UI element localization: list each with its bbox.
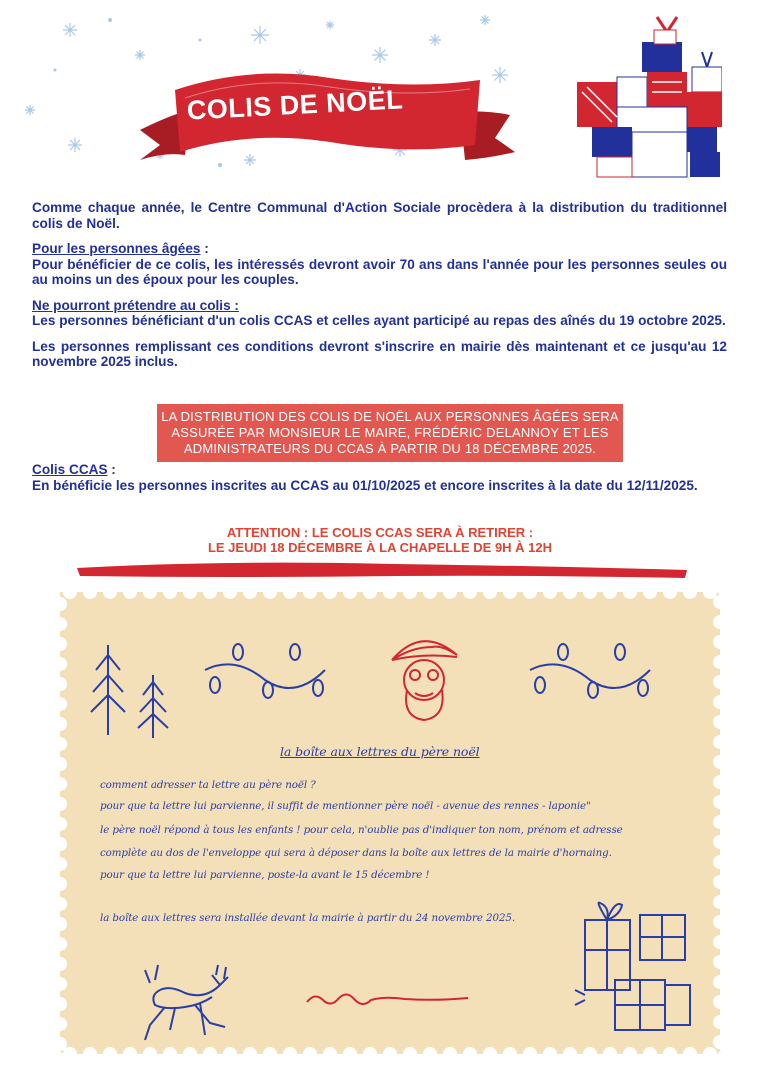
letterbox-line-4: complète au dos de l'enveloppe qui sera à déposer dans la boîte aux lettres de la mairie d'hornaing. [100,847,612,859]
ccas-heading: Colis CCAS [32,462,108,477]
ccas-section [32,462,727,493]
exclusion-section [32,298,727,329]
distribution-notice [157,404,623,462]
reindeer-icon [140,955,235,1045]
seniors-heading-suffix: : [200,241,209,256]
intro-paragraph: Comme chaque année, le Centre Communal d'Action Sociale procèdera à la distribution du traditionnel colis de Noël. [32,200,727,231]
exclusion-text: Les personnes bénéficiant d'un colis CCAS et celles ayant participé au repas des aînés du 19 octobre 2025. [32,313,726,328]
attention-line-2: LE JEUDI 18 DÉCEMBRE À LA CHAPELLE DE 9H À 12H [207,540,553,555]
gift-boxes-icon [570,895,695,1035]
main-text [32,200,727,380]
seniors-text: Pour bénéficier de ce colis, les intéressés devront avoir 70 ans dans l'année pour les personnes seules ou au moins un des époux pour les couples. [32,256,727,287]
letterbox-line-6: la boîte aux lettres sera installée devant la mairie à partir du 24 novembre 2025. [100,912,516,924]
santa-face-icon [382,625,467,725]
exclusion-heading: Ne pourront prétendre au colis : [32,297,239,313]
string-lights-icon [200,630,330,700]
red-brush-divider [75,556,690,586]
ccas-heading-suffix: : [107,462,116,477]
registration-paragraph: Les personnes remplissant ces conditions devront s'inscrire en mairie dès maintenant et ce jusqu'au 12 novembre 2025 inclus. [32,338,727,369]
pine-trees-icon [88,640,173,740]
attention-notice [130,525,630,555]
string-lights-icon-right [525,630,655,700]
letterbox-line-3: le père noël répond à tous les enfants ! pour cela, n'oublie pas d'indiquer ton nom, prénom et adresse [100,824,623,836]
notice-line-3: ADMINISTRATEURS DU CCAS À PARTIR DU 18 DÉCEMBRE 2025. [183,441,597,456]
attention-line-1: ATTENTION : LE COLIS CCAS SERA À RETIRER : [226,525,534,540]
letterbox-title: la boîte aux lettres du père noël [280,744,480,759]
seniors-section [32,241,727,288]
notice-line-2: ASSURÉE PAR MONSIEUR LE MAIRE, FRÉDÉRIC DELANNOY ET LES [171,425,609,440]
letterbox-line-1: comment adresser ta lettre au père noël ? [100,779,316,791]
seniors-heading: Pour les personnes âgées [32,241,201,256]
letterbox-line-5: pour que ta lettre lui parvienne, poste-la avant le 15 décembre ! [100,869,430,881]
gift-stack-icon [572,12,722,182]
page-title: COLIS DE NOËL [186,84,404,126]
notice-line-1: LA DISTRIBUTION DES COLIS DE NOËL AUX PERSONNES ÂGÉES SERA [161,409,619,424]
ccas-text: En bénéficie les personnes inscrites au CCAS au 01/10/2025 et encore inscrites à la date du 12/11/2025. [32,477,698,493]
scribble-divider [305,990,470,1010]
letterbox-line-2: pour que ta lettre lui parvienne, il suffit de mentionner père noël - avenue des rennes - laponie" [100,800,591,812]
